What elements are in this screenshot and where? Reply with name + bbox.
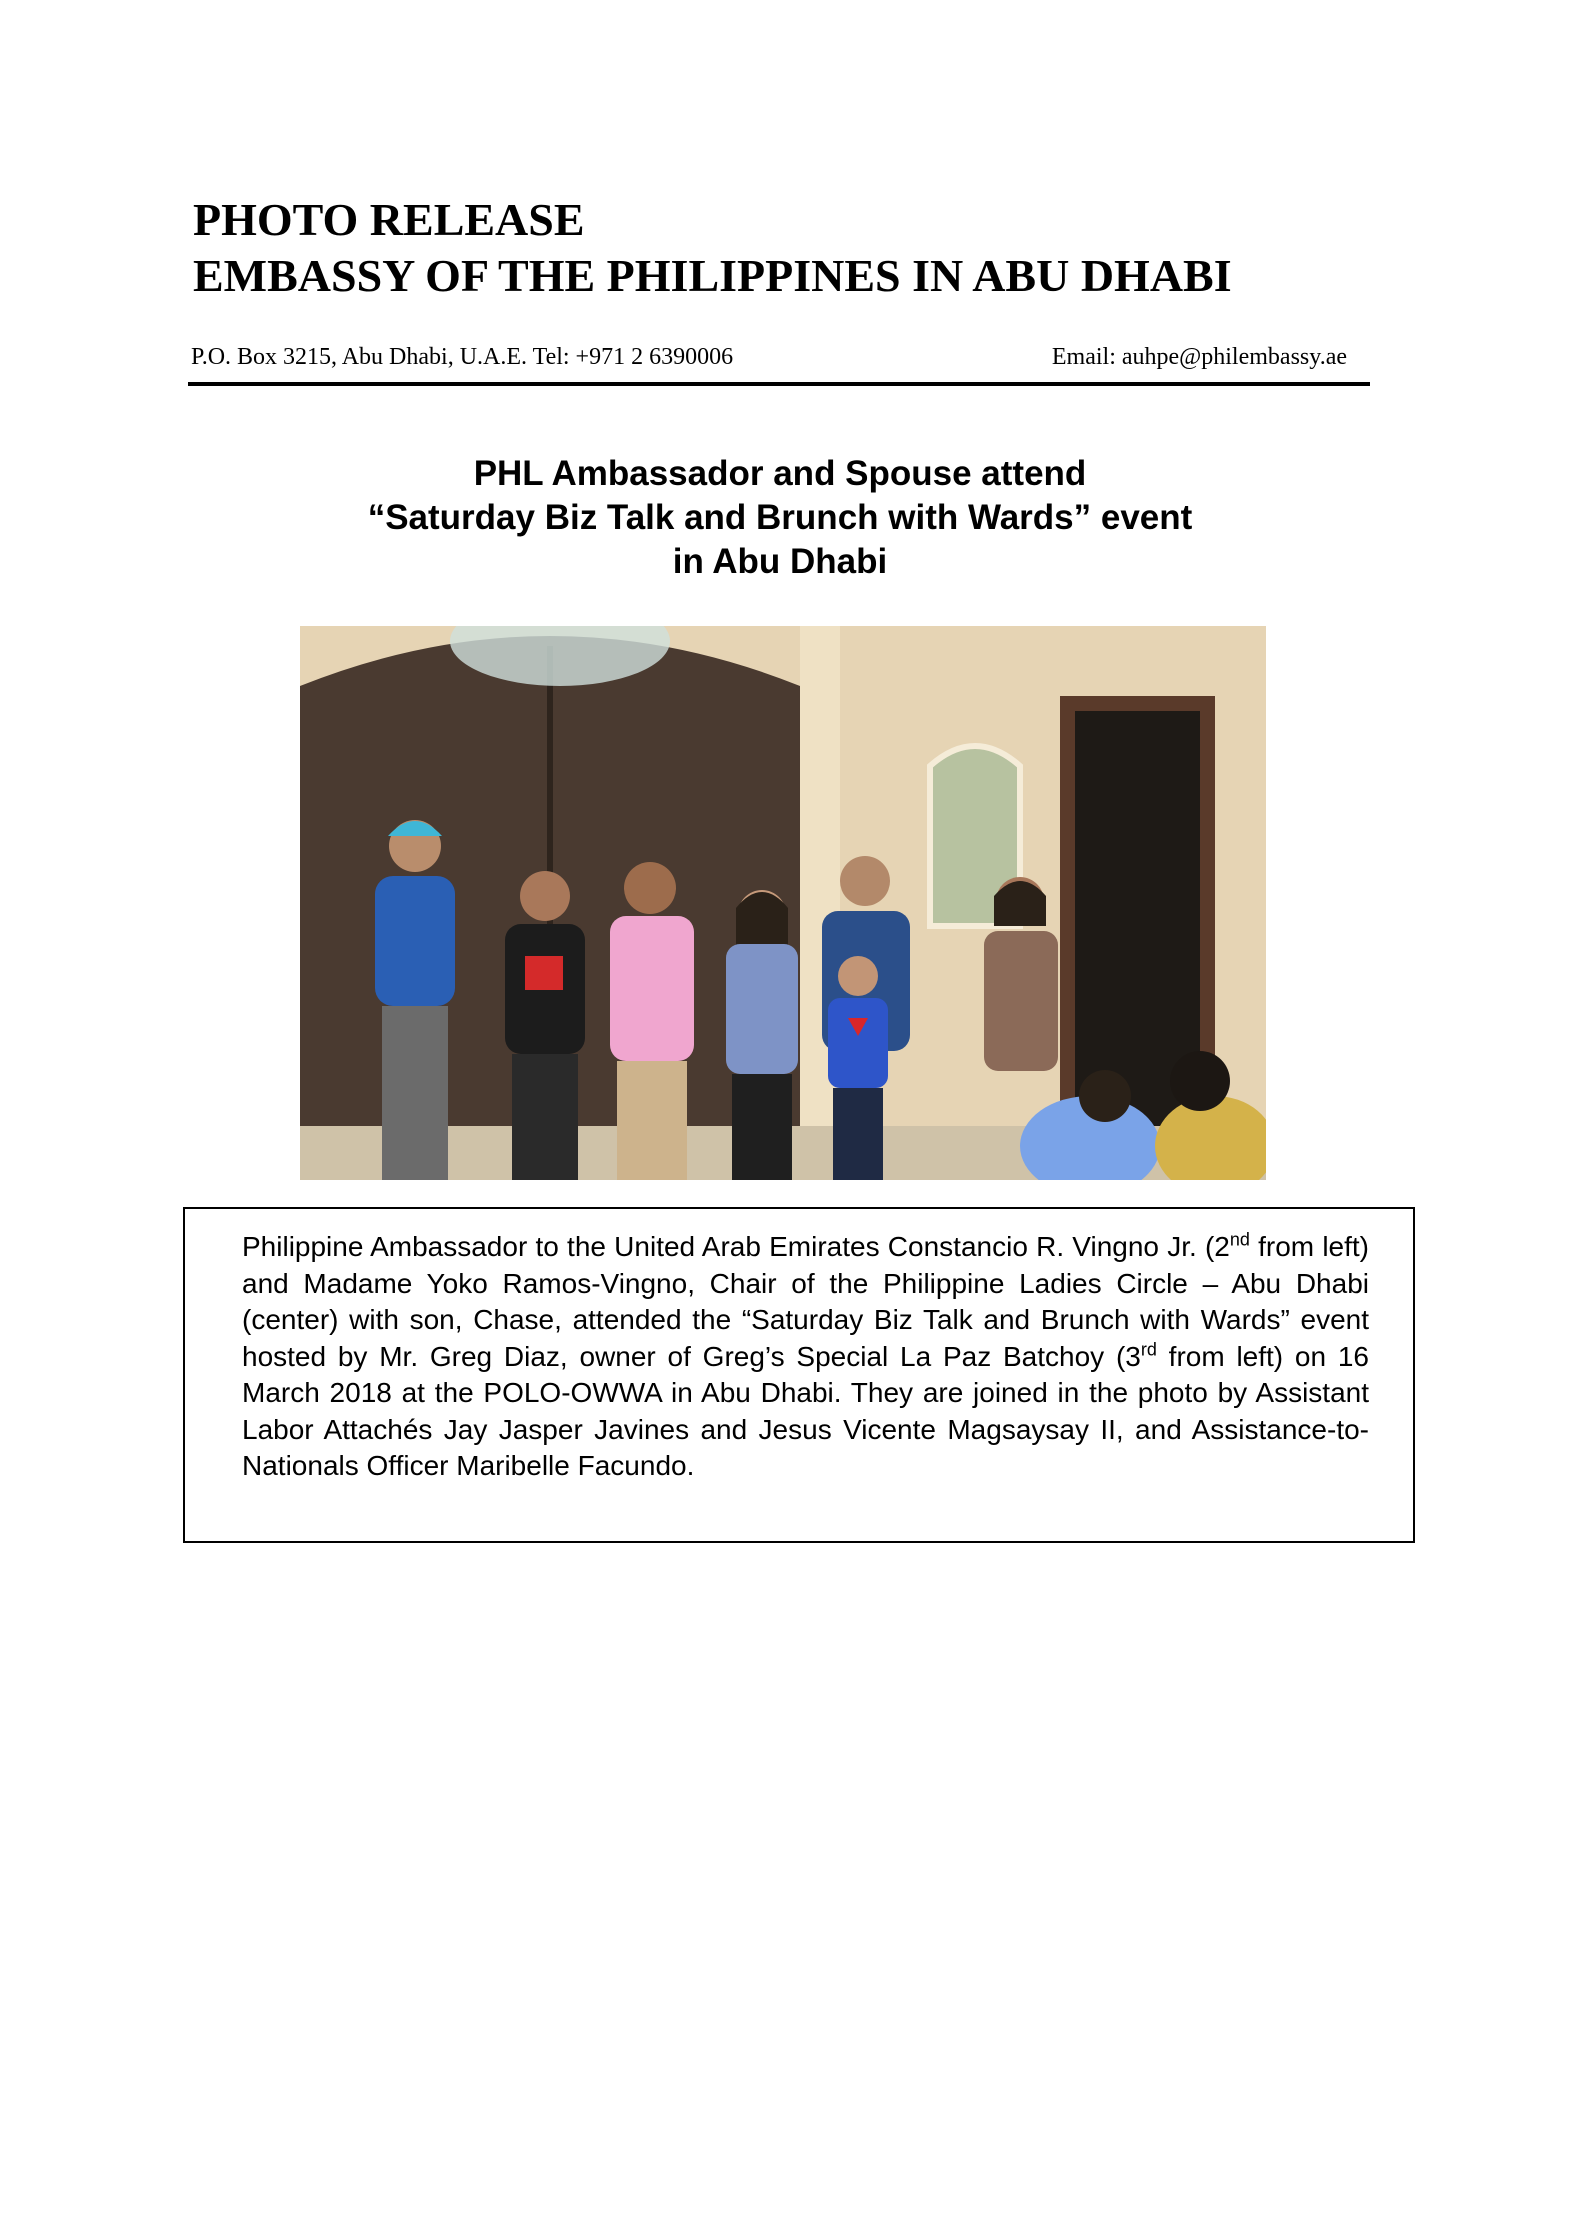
event-photo: [300, 626, 1266, 1180]
headline-line-3: in Abu Dhabi: [672, 542, 888, 581]
photo-person-4: [726, 890, 798, 1180]
header-divider: [188, 382, 1370, 386]
group-photo-illustration: [300, 626, 1266, 1180]
headline-line-1: PHL Ambassador and Spouse attend: [473, 454, 1087, 493]
headline-line-2: “Saturday Biz Talk and Brunch with Wards” event: [367, 498, 1193, 537]
caption-ordinal-1: nd: [1229, 1229, 1250, 1250]
caption-box: [183, 1207, 1415, 1543]
headline: [240, 452, 1320, 584]
release-label: PHOTO RELEASE: [193, 194, 585, 245]
caption-ordinal-2: rd: [1140, 1339, 1157, 1360]
embassy-name: EMBASSY OF THE PHILIPPINES IN ABU DHABI: [193, 250, 1232, 301]
caption-text-1: Philippine Ambassador to the United Arab Emirates Constancio R. Vingno Jr. (2: [242, 1231, 1230, 1262]
photo-caption: [242, 1229, 1369, 1485]
address-text: P.O. Box 3215, Abu Dhabi, U.A.E. Tel: +971 2 6390006: [191, 344, 734, 370]
caption-text-2: from left) and Madame Yoko Ramos-Vingno, Chair of the Philippine Ladies Circle – Abu Dhabi (center) with son, Chase, attended the “Saturday Biz Talk and Brunch with Wards” event hosted by Mr. Greg Diaz, owner of Greg’s Special La Paz Batchoy (3: [242, 1231, 1370, 1372]
release-title: [193, 192, 1393, 304]
contact-line: [191, 344, 1369, 374]
caption-text-3: from left) on 16 March 2018 at the POLO-OWWA in Abu Dhabi. They are joined in the photo by Assistant Labor Attachés Jay Jasper Javines and Jesus Vicente Magsaysay II, and Assistance-to-Nationals Officer Maribelle Facundo.: [242, 1340, 1369, 1481]
email-text: Email: auhpe@philembassy.ae: [1051, 344, 1347, 370]
